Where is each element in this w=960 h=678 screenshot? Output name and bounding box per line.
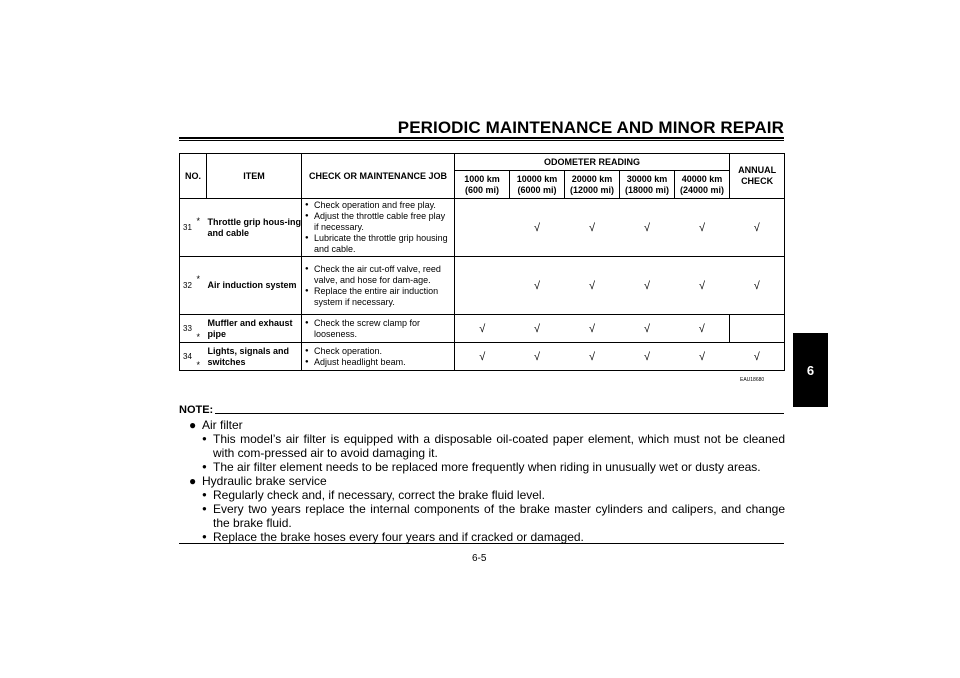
- check-cell: [455, 257, 510, 315]
- row-jobs: [302, 343, 455, 371]
- header-item: ITEM: [207, 154, 302, 199]
- check-cell: √: [730, 343, 785, 371]
- job-item: ● Check operation.: [304, 346, 452, 357]
- check-cell: √: [620, 257, 675, 315]
- check-cell: √: [620, 199, 675, 257]
- check-cell: √: [675, 257, 730, 315]
- bottom-rule: [179, 543, 784, 544]
- interval-header: 20000 km (12000 mi): [565, 171, 620, 199]
- note-heading: NOTE:: [179, 404, 214, 416]
- header-odometer: ODOMETER READING: [455, 154, 730, 171]
- note-air-filter-2: The air filter element needs to be replaced more frequently when riding in unusually wet or dusty areas.: [213, 460, 761, 474]
- interval-header: 1000 km (600 mi): [455, 171, 510, 199]
- check-cell: √: [565, 257, 620, 315]
- header-no: NO.: [180, 154, 207, 199]
- note-brake: Hydraulic brake service: [202, 474, 327, 488]
- interval-header: 10000 km (6000 mi): [510, 171, 565, 199]
- note-subbullet: ● The air filter element needs to be replaced more frequently when riding in unusually wet or dusty areas.: [202, 460, 761, 474]
- note-subbullet: ● This model’s air filter is equipped with a disposable oil-coated paper element, which must not be cleaned with com-pressed air to avoid damaging it.: [202, 432, 785, 460]
- table-row: [180, 199, 785, 257]
- job-item: ● Adjust the throttle cable free play if necessary.: [304, 211, 452, 233]
- row-item: Muffler and exhaust pipe: [207, 315, 302, 343]
- header-annual: ANNUAL CHECK: [730, 154, 785, 199]
- check-cell: [455, 199, 510, 257]
- table-row: [180, 315, 785, 343]
- check-cell: √: [620, 315, 675, 343]
- check-cell: √: [510, 315, 565, 343]
- job-item: ● Lubricate the throttle grip housing and cable.: [304, 233, 452, 255]
- check-cell: √: [675, 343, 730, 371]
- table-row: [180, 257, 785, 315]
- note-rule: [215, 413, 784, 414]
- note-subbullet: ● Every two years replace the internal components of the brake master cylinders and calipers, and change the brake fluid.: [202, 502, 785, 530]
- note-subbullet: ● Replace the brake hoses every four years and if cracked or damaged.: [202, 530, 584, 544]
- check-cell: [730, 315, 785, 343]
- row-star: *: [197, 343, 207, 371]
- section-tab: 6: [793, 333, 828, 407]
- reference-code: EAU18680: [740, 377, 765, 383]
- check-cell: √: [675, 199, 730, 257]
- row-item: Throttle grip hous-ing and cable: [207, 199, 302, 257]
- check-cell: √: [675, 315, 730, 343]
- check-cell: √: [620, 343, 675, 371]
- note-brake-3: Replace the brake hoses every four years and if cracked or damaged.: [213, 530, 584, 544]
- page-number: 6-5: [472, 553, 487, 564]
- row-item: Lights, signals and switches: [207, 343, 302, 371]
- check-cell: √: [510, 343, 565, 371]
- check-cell: √: [455, 315, 510, 343]
- note-subbullet: ● Regularly check and, if necessary, correct the brake fluid level.: [202, 488, 545, 502]
- note-bullet: ● Air filter: [189, 418, 243, 432]
- table-row: [180, 343, 785, 371]
- row-number: 33: [180, 315, 197, 343]
- note-brake-1: Regularly check and, if necessary, correct the brake fluid level.: [213, 488, 545, 502]
- job-item: ● Adjust headlight beam.: [304, 357, 452, 368]
- check-cell: √: [730, 199, 785, 257]
- job-item: ● Check the screw clamp for looseness.: [304, 318, 452, 340]
- title-rule: [179, 137, 784, 141]
- row-star: *: [197, 257, 207, 315]
- page-title: PERIODIC MAINTENANCE AND MINOR REPAIR: [397, 118, 784, 137]
- job-item: ● Check operation and free play.: [304, 200, 452, 211]
- note-air-filter: Air filter: [202, 418, 243, 432]
- note-brake-2: Every two years replace the internal components of the brake master cylinders and calipers, and change the brake fluid.: [213, 502, 785, 530]
- check-cell: √: [565, 199, 620, 257]
- interval-header: 30000 km (18000 mi): [620, 171, 675, 199]
- row-jobs: [302, 257, 455, 315]
- check-cell: √: [730, 257, 785, 315]
- row-number: 31: [180, 199, 197, 257]
- check-cell: √: [565, 343, 620, 371]
- row-number: 34: [180, 343, 197, 371]
- check-cell: √: [565, 315, 620, 343]
- job-item: ● Check the air cut-off valve, reed valve, and hose for dam-age.: [304, 264, 452, 286]
- check-cell: √: [510, 199, 565, 257]
- note-bullet: ● Hydraulic brake service: [189, 474, 327, 488]
- row-star: *: [197, 199, 207, 257]
- maintenance-table: [179, 153, 785, 371]
- row-star: *: [197, 315, 207, 343]
- note-body: [189, 418, 785, 544]
- note-air-filter-1: This model’s air filter is equipped with a disposable oil-coated paper element, which must not be cleaned with com-pressed air to avoid damaging it.: [213, 432, 785, 460]
- row-jobs: [302, 315, 455, 343]
- check-cell: √: [510, 257, 565, 315]
- row-jobs: [302, 199, 455, 257]
- job-item: ● Replace the entire air induction system if necessary.: [304, 286, 452, 308]
- header-job: CHECK OR MAINTENANCE JOB: [302, 154, 455, 199]
- check-cell: √: [455, 343, 510, 371]
- interval-header: 40000 km (24000 mi): [675, 171, 730, 199]
- row-item: Air induction system: [207, 257, 302, 315]
- row-number: 32: [180, 257, 197, 315]
